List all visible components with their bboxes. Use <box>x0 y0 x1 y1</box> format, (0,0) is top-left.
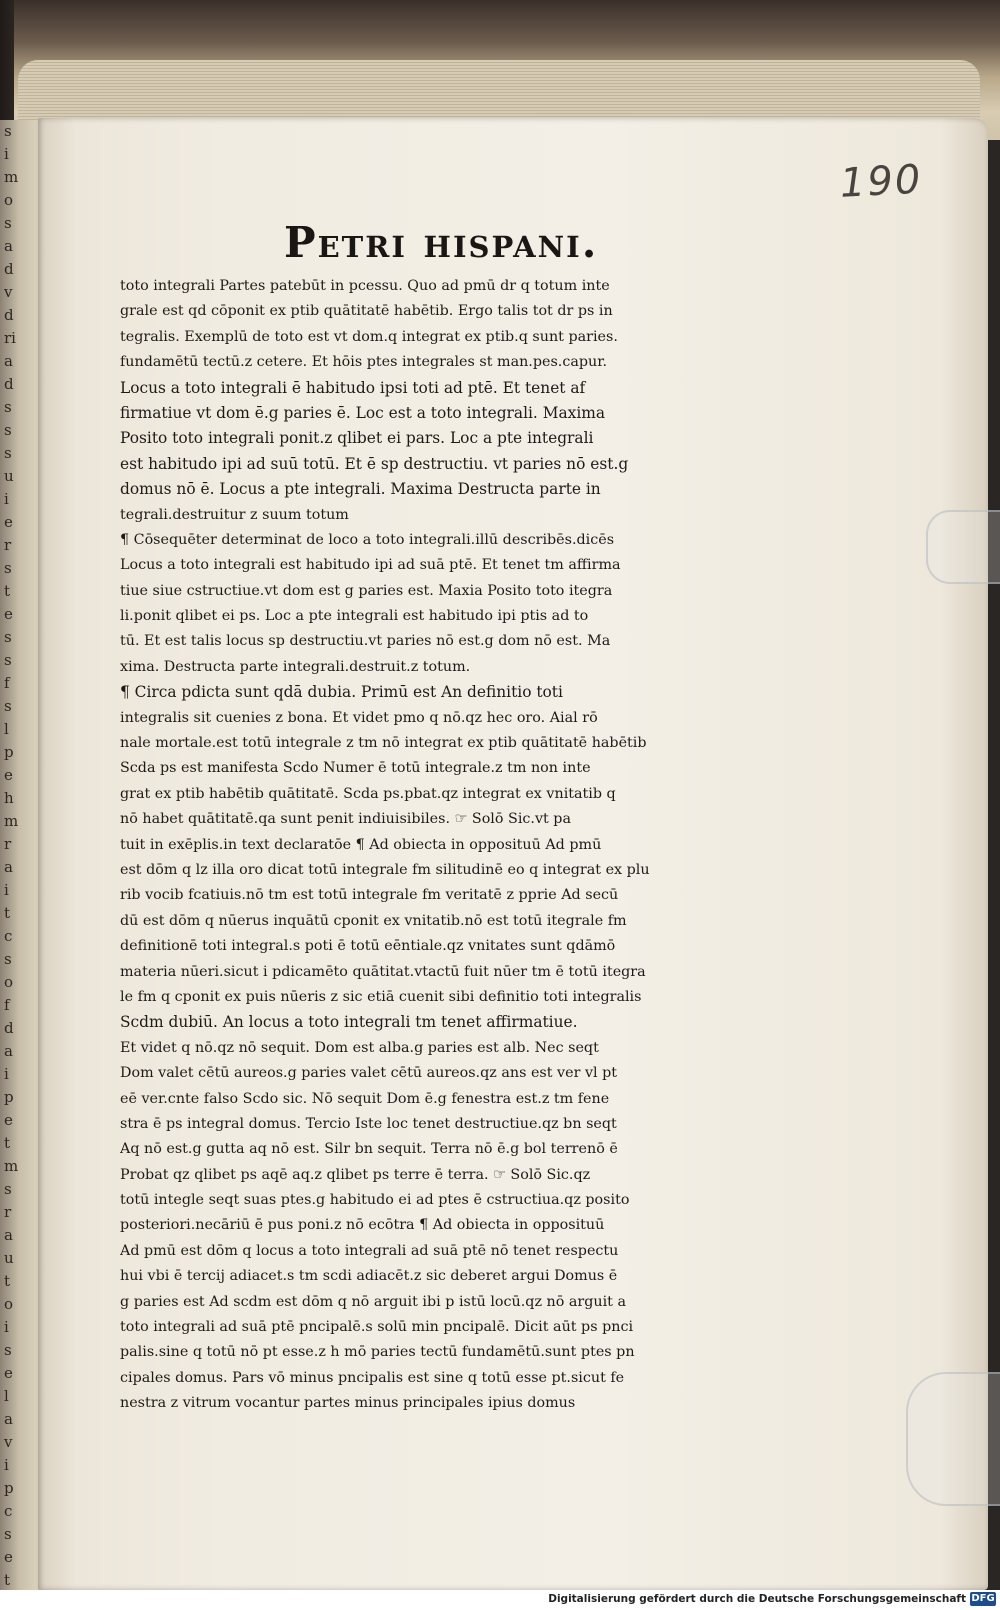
folio-number: 190 <box>838 156 924 207</box>
page-heading: Petri hispani. <box>284 218 599 267</box>
text-line: eē ver.cnte falso Scdo sic. Nō sequit Dom ē.g fenestra est.z tm fene <box>120 1090 610 1107</box>
text-line: nale mortale.est totū integrale z tm nō integrat ex ptib quātitatē habētib <box>120 735 647 752</box>
left-page-fragment-line: t <box>4 904 11 922</box>
left-page-fragment-line: i <box>4 881 9 899</box>
left-page-fragment-line: o <box>4 191 14 209</box>
left-page-fragment-line: t <box>4 1134 11 1152</box>
left-page-fragment-line: r <box>4 536 12 554</box>
text-line: definitionē toti integral.s poti ē totū eēntiale.qz vnitates sunt qdāmō <box>120 938 616 955</box>
left-page-fragment-line: s <box>4 1341 12 1359</box>
left-page-fragment-line: s <box>4 1180 12 1198</box>
left-page-fragment-line: f <box>4 996 10 1014</box>
left-page-fragment-line: s <box>4 444 12 462</box>
text-line: dū est dōm q nūerus inquātū cponit ex vnitatib.nō est totū itegrale fm <box>120 912 627 929</box>
text-line: grat ex ptib habētib quātitatē. Scda ps.pbat.qz integrat ex vnitatib q <box>120 785 616 802</box>
left-page-fragment-line: i <box>4 145 9 163</box>
text-line: grale est qd cōponit ex ptib quātitatē habētib. Ergo talis tot dr ps in <box>120 303 613 320</box>
left-page-fragment-line: ri <box>4 329 16 347</box>
text-line: nō habet quātitatē.qa sunt penit indiuisibiles. ☞ Solō Sic.vt pa <box>120 811 571 828</box>
left-page-fragment-line: s <box>4 950 12 968</box>
text-line: ¶ Circa pdicta sunt qdā dubia. Primū est An definitio toti <box>120 683 563 702</box>
dfg-logo: DFG <box>971 1593 995 1604</box>
text-line: tegrali.destruitur z suum totum <box>120 506 349 523</box>
credit-text: Digitalisierung gefördert durch die Deutsche Forschungsgemeinschaft <box>548 1593 966 1605</box>
body-text <box>120 274 755 1417</box>
text-line: hui vbi ē tercij adiacet.s tm scdi adiacēt.z sic deberet argui Domus ē <box>120 1268 618 1285</box>
text-line: Locus a toto integrali est habitudo ipi ad suā ptē. Et tenet tm affirma <box>120 557 621 574</box>
left-page-fragment-line: o <box>4 973 14 991</box>
left-page-fragment-line: a <box>4 858 13 876</box>
left-page-fragment-line: f <box>4 674 10 692</box>
text-line: xima. Destructa parte integrali.destruit.z totum. <box>120 658 471 675</box>
text-line: materia nūeri.sicut i pdicamēto quātitat.vtactū fuit nūer tm ē totū itegra <box>120 963 646 980</box>
text-line: integralis sit cuenies z bona. Et videt pmo q nō.qz hec oro. Aial rō <box>120 709 598 726</box>
left-page-fragment-line: e <box>4 1111 13 1129</box>
text-line: li.ponit qlibet ei ps. Loc a pte integrali est habitudo ipi ptis ad to <box>120 608 589 625</box>
left-page-fragment-line: r <box>4 1203 12 1221</box>
left-page-fragment-line: m <box>4 168 19 186</box>
left-page-fragment-line: u <box>4 467 14 485</box>
text-line: ¶ Cōsequēter determinat de loco a toto integrali.illū describēs.dicēs <box>120 531 615 548</box>
text-line: palis.sine q totū nō pt esse.z h mō paries tectū fundamētū.sunt ptes pn <box>120 1344 635 1361</box>
text-line: Locus a toto integrali ē habitudo ipsi toti ad ptē. Et tenet af <box>120 378 586 397</box>
text-line: Dom valet cētū aureos.g paries valet cētū aureos.qz ans est ver vl pt <box>120 1065 618 1082</box>
text-line: cipales domus. Pars vō minus pncipalis est sine q totū esse pt.sicut fe <box>120 1369 625 1386</box>
left-page-fragment-line: r <box>4 835 12 853</box>
left-page-fragment-line: p <box>4 1479 14 1497</box>
left-page-fragment-line: i <box>4 1456 9 1474</box>
left-page-fragment-line: i <box>4 1318 9 1336</box>
text-line: tegralis. Exemplū de toto est vt dom.q integrat ex ptib.q sunt paries. <box>120 328 618 345</box>
text-line: Ad pmū est dōm q locus a toto integrali ad suā ptē nō tenet respectu <box>120 1242 619 1259</box>
text-line: tiue siue cstructiue.vt dom est g paries est. Maxia Posito toto itegra <box>120 582 613 599</box>
left-page-fragment-line: s <box>4 398 12 416</box>
left-page-fragment-line: p <box>4 1088 14 1106</box>
text-line: le fm q cponit ex puis nūeris z sic etiā cuenit sibi definitio toti integralis <box>120 988 642 1005</box>
text-line: toto integrali Partes patebūt in pcessu. Quo ad pmū dr q totum inte <box>120 278 610 294</box>
text-line: nestra z vitrum vocantur partes minus principales ipius domus <box>120 1395 576 1412</box>
left-page-fragment-line: d <box>4 1019 14 1037</box>
left-page-fragment-line: i <box>4 1065 9 1083</box>
left-page-fragment-line: e <box>4 513 13 531</box>
left-page-fragment-line: m <box>4 1157 19 1175</box>
left-page-fragment-line: v <box>4 283 13 301</box>
left-page-fragment-line: s <box>4 628 12 646</box>
left-page-fragment-line: h <box>4 789 14 807</box>
text-line: rib vocib fcatiuis.nō tm est totū integrale fm veritatē z pprie Ad secū <box>120 887 619 904</box>
text-line: domus nō ē. Locus a pte integrali. Maxima Destructa parte in <box>120 480 601 499</box>
text-line: Aq nō est.g gutta aq nō est. Silr bn sequit. Terra nō ē.g bol terrenō ē <box>120 1141 618 1158</box>
left-page-fragment-line: s <box>4 421 12 439</box>
text-line: posteriori.necāriū ē pus poni.z nō ecōtra ¶ Ad obiecta in opposituū <box>120 1217 605 1234</box>
text-line: fundamētū tectū.z cetere. Et hōis ptes integrales st man.pes.capur. <box>120 354 608 371</box>
left-page-fragment-line: a <box>4 1042 13 1060</box>
left-page-fragment-line: e <box>4 1548 13 1566</box>
left-page-fragment-line: d <box>4 375 14 393</box>
left-page-fragment-line: d <box>4 306 14 324</box>
left-page-fragment-line: t <box>4 582 11 600</box>
text-line: toto integrali ad suā ptē pncipalē.s solū min pncipalē. Dicit aūt ps pnci <box>120 1319 634 1336</box>
left-page-fragment-line: v <box>4 1433 13 1451</box>
left-page-fragment-line: d <box>4 260 14 278</box>
left-page-fragment-line: t <box>4 1571 11 1589</box>
left-page-fragment-line: s <box>4 122 12 140</box>
left-page-fragment-line: s <box>4 214 12 232</box>
left-page-fragment-line: u <box>4 1249 14 1267</box>
text-line: Probat qz qlibet ps aqē aq.z qlibet ps terre ē terra. ☞ Solō Sic.qz <box>120 1166 591 1183</box>
left-page-fragment-line: s <box>4 1525 12 1543</box>
text-line: Posito toto integrali ponit.z qlibet ei pars. Loc a pte integrali <box>120 429 594 448</box>
left-page-fragment-line: a <box>4 1226 13 1244</box>
left-page-fragment-line: m <box>4 812 19 830</box>
left-page-fragment-line: c <box>4 1502 13 1520</box>
left-page-fragment-line: l <box>4 720 9 738</box>
page-tab-top <box>926 510 1000 584</box>
footer-bar <box>0 1590 1000 1610</box>
text-line: Scda ps est manifesta Scdo Numer ē totū integrale.z tm non inte <box>120 760 591 777</box>
text-line: g paries est Ad scdm est dōm q nō arguit ibi p istū locū.qz nō arguit a <box>120 1293 626 1310</box>
text-line: tū. Et est talis locus sp destructiu.vt paries nō est.g dom nō est. Ma <box>120 633 611 650</box>
left-page-fragment-line: t <box>4 1272 11 1290</box>
left-page-fragment-line: a <box>4 352 13 370</box>
left-page-fragment-line: s <box>4 559 12 577</box>
left-page-fragment-line: o <box>4 1295 14 1313</box>
left-page-fragment-line: a <box>4 237 13 255</box>
text-line: est dōm q lz illa oro dicat totū integrale fm silitudinē eo q integrat ex plu <box>120 861 650 878</box>
text-line: stra ē ps integral domus. Tercio Iste loc tenet destructiue.qz bn seqt <box>120 1115 617 1132</box>
left-page-fragment-line: e <box>4 605 13 623</box>
text-line: est habitudo ipi ad suū totū. Et ē sp destructiu. vt paries nō est.g <box>120 454 629 473</box>
left-page-fragment-line: s <box>4 651 12 669</box>
left-page-fragment-line: c <box>4 927 13 945</box>
left-page-fragment-line: l <box>4 1387 9 1405</box>
page <box>38 118 988 1590</box>
left-page-fragment-line: i <box>4 490 9 508</box>
text-line: Scdm dubiū. An locus a toto integrali tm tenet affirmatiue. <box>120 1013 578 1032</box>
text-line: totū integle seqt suas ptes.g habitudo ei ad ptes ē cstructiua.qz posito <box>120 1192 630 1209</box>
text-line: tuit in exēplis.in text declaratōe ¶ Ad obiecta in opposituū Ad pmū <box>120 836 602 853</box>
text-line: firmatiue vt dom ē.g paries ē. Loc est a toto integrali. Maxima <box>120 403 606 422</box>
left-page-fragment-line: s <box>4 697 12 715</box>
left-page-fragment-line: e <box>4 766 13 784</box>
page-tab-bottom <box>906 1372 1000 1506</box>
left-page-fragment-line: e <box>4 1364 13 1382</box>
left-page-fragment-line: p <box>4 743 14 761</box>
text-line: Et videt q nō.qz nō sequit. Dom est alba.g paries est alb. Nec seqt <box>120 1039 599 1056</box>
left-page-fragment-line: a <box>4 1410 13 1428</box>
